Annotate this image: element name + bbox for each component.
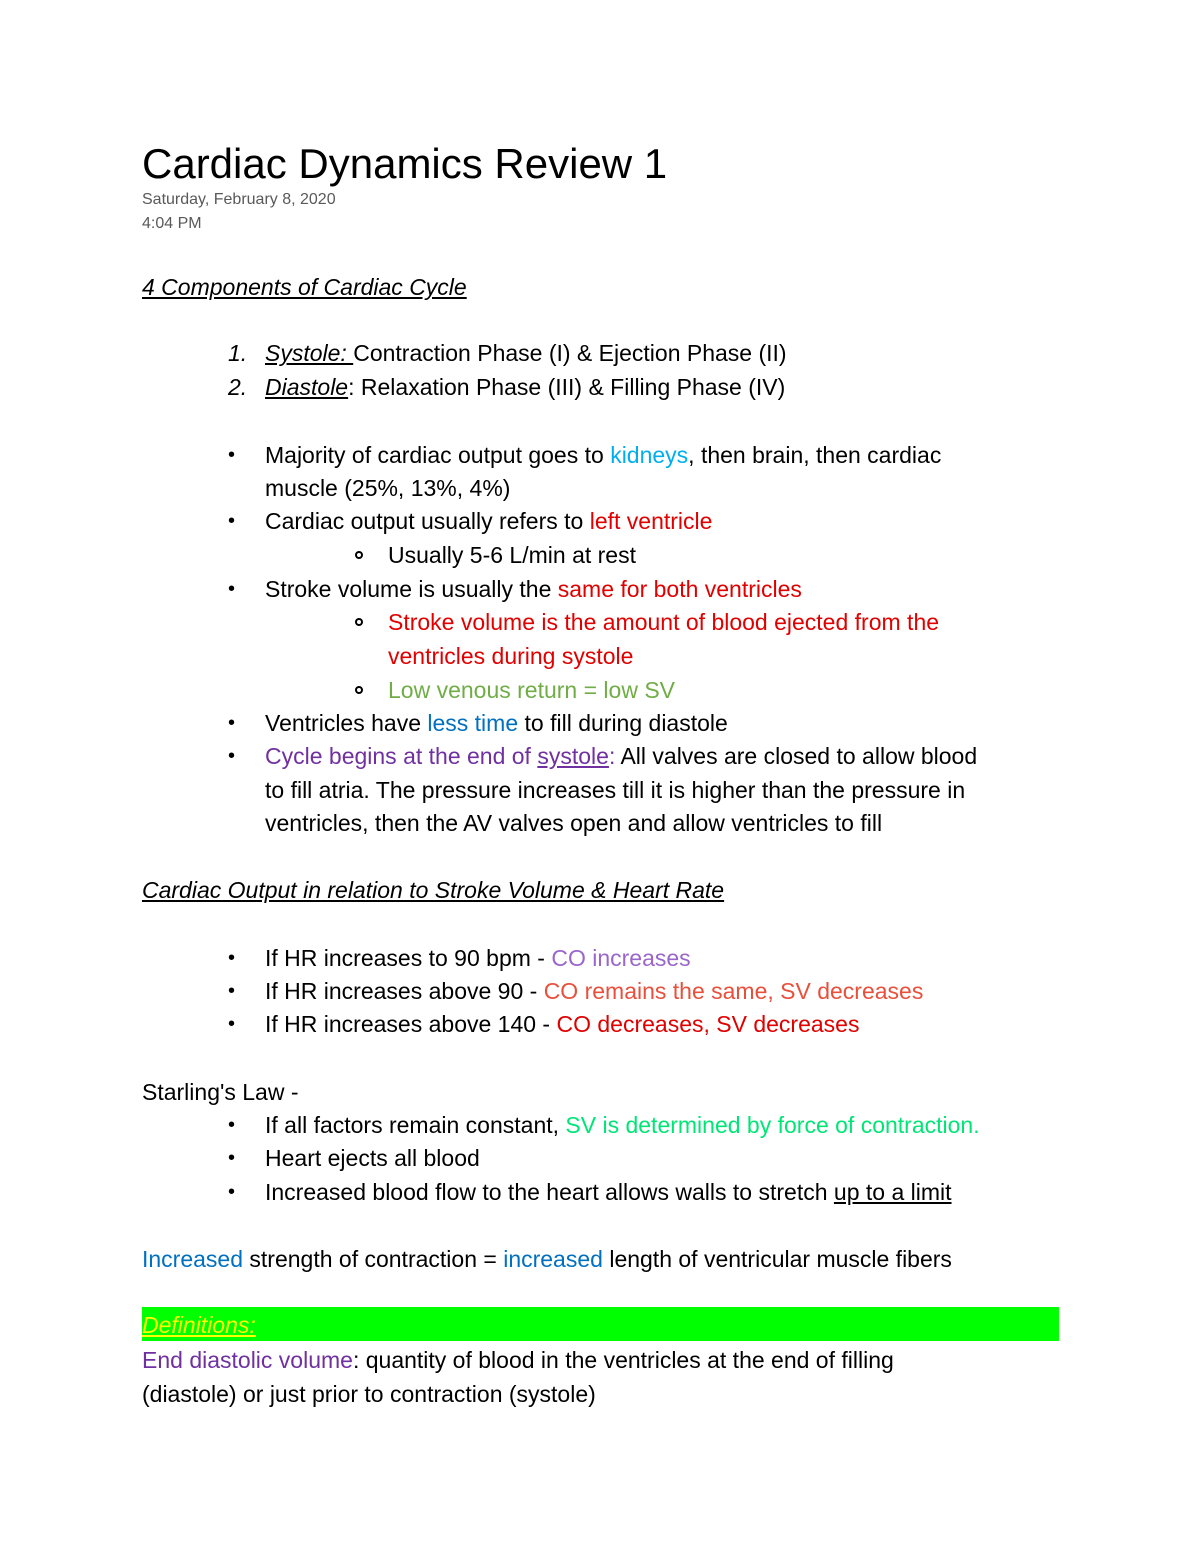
bullet-icon: • — [228, 1147, 236, 1169]
list-number: 1. — [228, 340, 248, 366]
highlight-less-time: less time — [427, 710, 519, 736]
bullet-hr-above-90 — [265, 974, 923, 1008]
bullet-stretch-limit — [265, 1175, 952, 1209]
bullet-icon: • — [228, 1181, 236, 1203]
bullet-icon: • — [228, 980, 236, 1002]
term-systole-underlined: systole — [537, 743, 609, 769]
bullet-icon: • — [228, 578, 236, 600]
highlight-co-decreases: CO decreases, SV decreases — [556, 1011, 860, 1037]
text: length of ventricular muscle fibers — [602, 1246, 952, 1272]
text: strength of contraction = — [243, 1246, 504, 1272]
sub-bullet-icon — [355, 686, 363, 694]
bullet-icon: • — [228, 1013, 236, 1035]
bullet-stroke-volume — [265, 572, 802, 606]
bullet-hr-90 — [265, 941, 691, 975]
definition-continuation: (diastole) or just prior to contraction (systole) — [142, 1381, 596, 1407]
bullet-icon: • — [228, 510, 236, 532]
sub-bullet-continuation: ventricles during systole — [388, 643, 634, 669]
increased-strength-statement — [142, 1242, 952, 1276]
note-time: 4:04 PM — [142, 215, 202, 232]
starling-heading: Starling's Law - — [142, 1079, 299, 1105]
text: Stroke volume is usually the — [265, 576, 558, 602]
text: Cardiac output usually refers to — [265, 508, 590, 534]
highlight-increased: increased — [503, 1246, 603, 1272]
text: All valves are closed to allow blood — [615, 743, 978, 769]
text: Majority of cardiac output goes to — [265, 442, 611, 468]
highlight-sv-force: SV is determined by force of contraction. — [565, 1112, 980, 1138]
list-item-text: Contraction Phase (I) & Ejection Phase (II) — [353, 340, 787, 366]
highlight-cycle-begins: Cycle begins at the end of — [265, 743, 538, 769]
bullet-sv-determined — [265, 1108, 980, 1142]
sub-bullet-venous-return: Low venous return = low SV — [388, 677, 676, 703]
highlight-co-same: CO remains the same, SV decreases — [543, 978, 924, 1004]
bullet-icon: • — [228, 1114, 236, 1136]
bullet-icon: • — [228, 444, 236, 466]
term-systole: Systole: — [265, 340, 354, 366]
bullet-continuation: ventricles, then the AV valves open and allow ventricles to fill — [265, 810, 883, 836]
bullet-cycle-begins — [265, 739, 977, 773]
bullet-icon: • — [228, 712, 236, 734]
highlight-same-both: same for both ventricles — [557, 576, 802, 602]
bullet-continuation: to fill atria. The pressure increases till it is higher than the pressure in — [265, 777, 966, 803]
text: , then brain, then cardiac — [688, 442, 942, 468]
sub-bullet-stroke-volume-definition: Stroke volume is the amount of blood ejected from the — [388, 609, 940, 635]
bullet-icon: • — [228, 745, 236, 767]
list-item-text: : Relaxation Phase (III) & Filling Phase (IV) — [348, 374, 786, 400]
underlined-up-to-limit: up to a limit — [833, 1179, 952, 1205]
section-heading-cardiac-output: Cardiac Output in relation to Stroke Volume & Heart Rate — [142, 877, 725, 903]
bullet-left-ventricle — [265, 504, 712, 538]
text: Increased blood flow to the heart allows walls to stretch — [265, 1179, 834, 1205]
bullet-less-time — [265, 706, 728, 740]
term-diastole: Diastole — [265, 374, 349, 400]
text: If HR increases above 90 - — [265, 978, 544, 1004]
definitions-heading: Definitions: — [142, 1312, 256, 1338]
bullet-heart-ejects: Heart ejects all blood — [265, 1145, 480, 1171]
text: Ventricles have — [265, 710, 428, 736]
term-end-diastolic-volume: End diastolic volume — [142, 1347, 353, 1373]
text: If HR increases to 90 bpm - — [265, 945, 552, 971]
bullet-continuation: muscle (25%, 13%, 4%) — [265, 475, 511, 501]
list-number: 2. — [228, 374, 248, 400]
text: : — [608, 743, 616, 769]
definition-end-diastolic-volume — [142, 1343, 894, 1377]
highlight-co-increases: CO increases — [551, 945, 691, 971]
highlight-left-ventricle: left ventricle — [589, 508, 713, 534]
sub-bullet-icon — [355, 618, 363, 626]
section-heading-cardiac-cycle: 4 Components of Cardiac Cycle — [142, 274, 467, 300]
text: If all factors remain constant, — [265, 1112, 566, 1138]
text: to fill during diastole — [518, 710, 728, 736]
highlight-kidneys: kidneys — [610, 442, 689, 468]
bullet-hr-above-140 — [265, 1007, 859, 1041]
list-item-diastole — [265, 370, 785, 404]
bullet-cardiac-output-distribution — [265, 438, 941, 472]
text: : quantity of blood in the ventricles at the end of filling — [352, 1347, 894, 1373]
bullet-icon: • — [228, 947, 236, 969]
sub-bullet-icon — [355, 551, 363, 559]
note-date: Saturday, February 8, 2020 — [142, 191, 336, 208]
sub-bullet-rest-rate: Usually 5-6 L/min at rest — [388, 542, 636, 568]
highlight-increased: Increased — [142, 1246, 244, 1272]
page-title: Cardiac Dynamics Review 1 — [142, 140, 668, 187]
definitions-highlight-bar — [142, 1307, 1059, 1341]
list-item-systole — [265, 336, 787, 370]
text: If HR increases above 140 - — [265, 1011, 557, 1037]
